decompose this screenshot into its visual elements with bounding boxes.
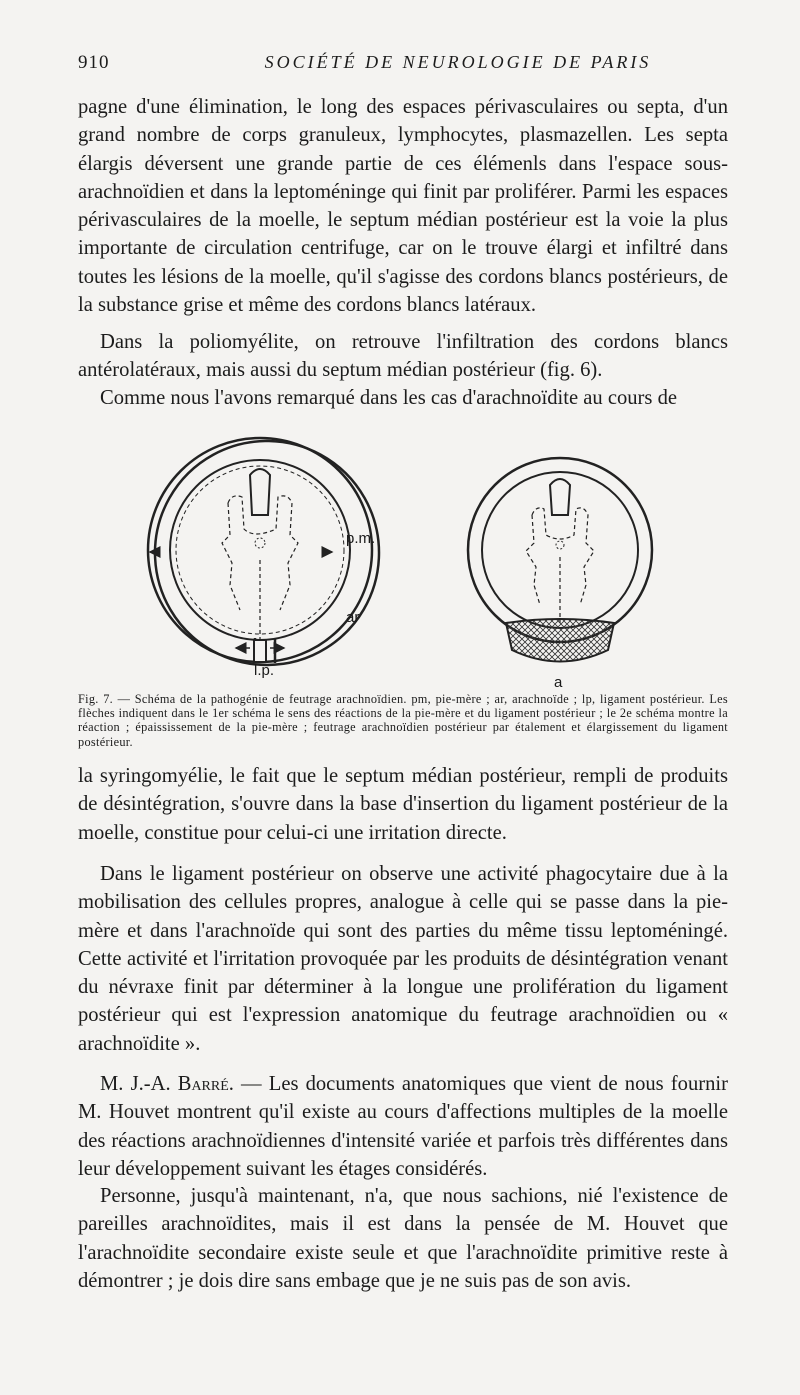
spinal-cord-diagrams: [120, 435, 700, 695]
arachnoid-feltwork: [506, 619, 614, 662]
diagram-1: [148, 438, 379, 679]
paragraph-2: Dans la poliomyélite, on retrouve l'infiltration des cordons blancs antérolatéraux, mais aussi du septum médian postérieur (fig. 6).: [78, 331, 728, 382]
running-header: [78, 52, 728, 82]
page-number: 910: [78, 52, 110, 73]
posterior-ligament: [254, 640, 266, 662]
paragraph-1: pagne d'une élimination, le long des espaces périvasculaires ou septa, d'un grand nombre de corps granuleux, lymphocytes, plasmazellen. Les septa élargis déversent une grande partie de ces élémenls dans l'espace sous-arachnoïdien et dans la leptoméninge qui finit par proliférer. Parmi les espaces périvasculaires de la moelle, le septum médian postérieur est la voie la plus importante de circulation centrifuge, car on le trouve élargi et infiltré dans toutes les lésions de la moelle, qu'il s'agisse des cordons blancs postérieurs, de la substance grise et même des cordons blancs latéraux.: [78, 96, 728, 317]
figure-7: [120, 435, 700, 695]
figure-caption: Fig. 7. — Schéma de la pathogénie de feutrage arachnoïdien. pm, pie-mère ; ar, arachnoïde ; lp, ligament postérieur. Les flèches indiquent dans le 1er schéma le sens des réactions de la pie-mère et du ligament postérieur ; le 2e schéma montre la réaction ; épaississement de la pie-mère ; feutrage arachnoïdien postérieur par étalement et élargissement du ligament postérieur.: [78, 692, 728, 749]
paragraph-6-text: — Les documents anatomiques que vient de nous fournir M. Houvet montrent qu'il existe au cours d'affections multiples de la moelle des réactions arachnoïdiennes d'intensité variée et parfois très différentes dans leur développement suivant les étages considérés.: [78, 1073, 728, 1180]
label-pm: p.m.: [346, 530, 376, 547]
author-name: M. J.-A. Barré.: [100, 1073, 234, 1095]
label-a: a: [554, 674, 563, 691]
paragraph-7: Personne, jusqu'à maintenant, n'a, que nous sachions, nié l'existence de pareilles arachnoïdites, mais il est dans la pensée de M. Houvet que l'arachnoïdite secondaire existe seule et que l'arachnoïdite primitive reste à démontrer ; je dois dire sans embage que je ne suis pas de son avis.: [78, 1185, 728, 1292]
paragraph-5: Dans le ligament postérieur on observe une activité phagocytaire due à la mobilisation des cellules propres, analogue à celle qui se passe dans la pie-mère et dans l'arachnoïde qui sont des parties du même tissu leptoméningé. Cette activité et l'irritation provoquée par les produits de désintégration venant du névraxe finit par déterminer à la longue une prolifération du ligament postérieur qui est l'expression anatomique du feutrage arachnoïdien ou « arachnoïdite ».: [78, 863, 728, 1055]
label-ar: ar: [346, 609, 360, 626]
paragraph-6: [78, 1070, 728, 1183]
label-lp: l.p.: [254, 662, 275, 679]
paragraph-3: Comme nous l'avons remarqué dans les cas d'arachnoïdite au cours de: [100, 387, 678, 409]
paragraph-4: la syringomyélie, le fait que le septum médian postérieur, rempli de produits de désintégration, s'ouvre dans la base d'insertion du ligament postérieur de la moelle, constitue pour celui-ci une irritation directe.: [78, 765, 728, 844]
arachnoid-outer: [148, 438, 372, 662]
running-title: SOCIÉTÉ DE NEUROLOGIE DE PARIS: [264, 52, 652, 72]
pia-mater-2: [482, 472, 638, 628]
diagram-2: [468, 458, 652, 691]
